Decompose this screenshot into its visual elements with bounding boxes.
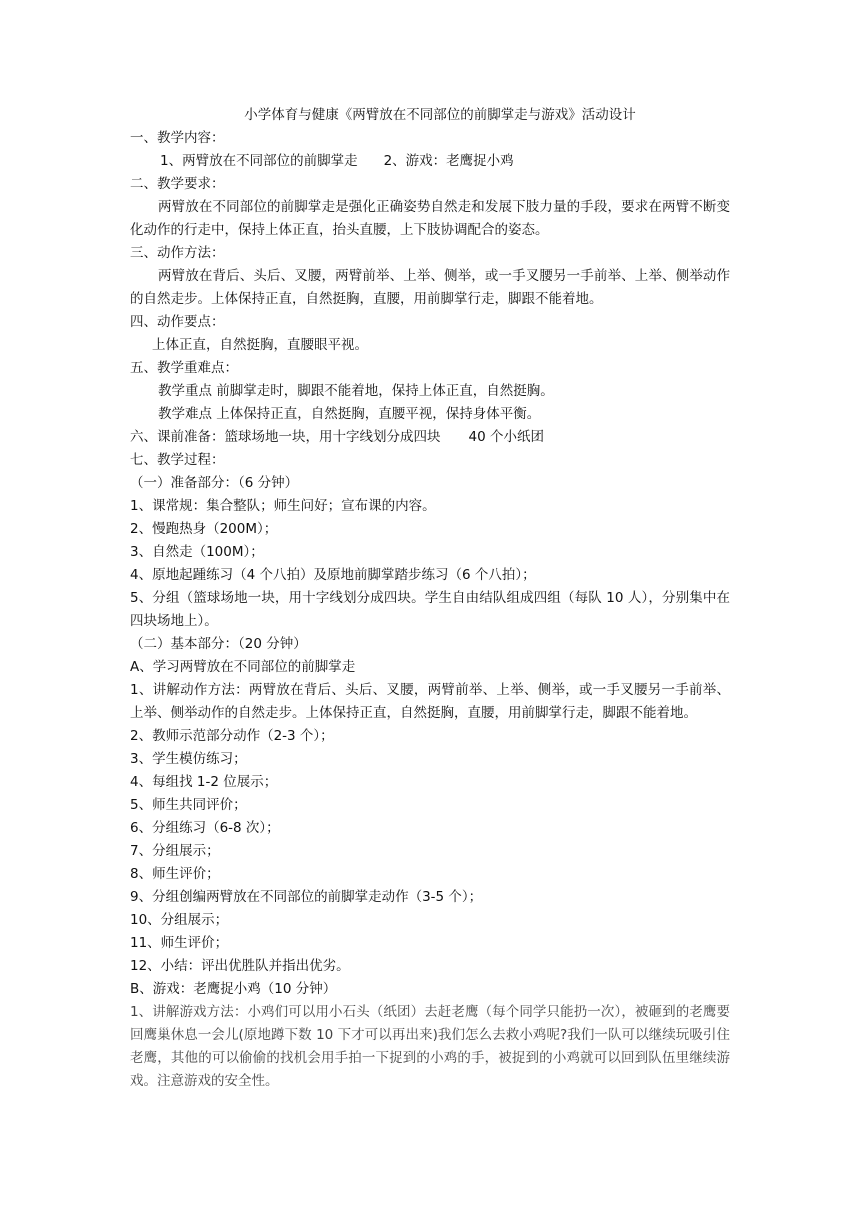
list-item: 2、教师示范部分动作（2-3 个）；: [130, 728, 334, 744]
preparation-extra: 40 个小纸团: [468, 429, 544, 445]
preparation-line: [130, 426, 730, 449]
list-item: 1、讲解动作方法：两臂放在背后、头后、叉腰，两臂前举、上举、侧举，或一手叉腰另一手前举、上举、侧举动作的自然走步。上体保持正直，自然挺胸，直腰，用前脚掌行走，脚跟不能着地。: [130, 682, 730, 721]
list-item: 11、师生评价；: [130, 935, 229, 951]
requirements-text: 两臂放在不同部位的前脚掌走是强化正确姿势自然走和发展下肢力量的手段，要求在两臂不断变化动作的行走中，保持上体正直，抬头直腰，上下肢协调配合的姿态。: [130, 199, 730, 238]
list-item: 12、小结：评出优胜队并指出优劣。: [130, 958, 350, 974]
teaching-key-point: 教学重点 前脚掌走时，脚跟不能着地，保持上体正直，自然挺胸。: [158, 383, 554, 399]
part2-heading: （二）基本部分：（20 分钟）: [130, 636, 307, 652]
list-item: 2、慢跑热身（200M）；: [130, 521, 278, 537]
part1-heading: （一）准备部分：（6 分钟）: [130, 475, 299, 491]
section-heading-focus: 五、教学重难点：: [130, 360, 238, 376]
list-item: 3、学生模仿练习；: [130, 751, 247, 767]
keypoints-text: 上体正直，自然挺胸，直腰眼平视。: [152, 337, 368, 353]
list-item: 5、分组（篮球场地一块，用十字线划分成四块。学生自由结队组成四组（每队 10 人），分别集中在四块场地上）。: [130, 590, 730, 629]
document-title: 小学体育与健康《两臂放在不同部位的前脚掌走与游戏》活动设计: [244, 107, 636, 123]
section-heading-keypoints: 四、动作要点：: [130, 314, 225, 330]
section-heading-method: 三、动作方法：: [130, 245, 225, 261]
list-item: 1、课常规：集合整队；师生问好；宣布课的内容。: [130, 498, 436, 514]
preparation-text: 六、课前准备：篮球场地一块，用十字线划分成四块: [130, 429, 441, 445]
partB-heading: B、游戏：老鹰捉小鸡（10 分钟）: [130, 981, 337, 997]
list-item: 3、自然走（100M）；: [130, 544, 264, 560]
list-item: 7、分组展示；: [130, 843, 220, 859]
list-item: 9、分组创编两臂放在不同部位的前脚掌走动作（3-5 个）；: [130, 889, 483, 905]
teaching-difficulty: 教学难点 上体保持正直，自然挺胸，直腰平视，保持身体平衡。: [158, 406, 541, 422]
section-heading-requirements: 二、教学要求：: [130, 176, 225, 192]
game-method-text: 1、讲解游戏方法：小鸡们可以用小石头（纸团）去赶老鹰（每个同学只能扔一次），被砸到的老鹰要回鹰巢休息一会儿(原地蹲下数 10 下才可以再出来)我们怎么去救小鸡呢?我们一队可以继续玩吸引住老鹰，其他的可以偷偷的找机会用手拍一下捉到的小鸡的手，被捉到的小鸡就可以回到队伍里继续游戏。注意游戏的安全性。: [130, 1004, 730, 1089]
content-item-2: 2、游戏：老鹰捉小鸡: [383, 153, 514, 169]
list-item: 10、分组展示；: [130, 912, 229, 928]
list-item: 4、原地起踵练习（4 个八拍）及原地前脚掌踏步练习（6 个八拍）；: [130, 567, 536, 583]
content-item-1: 1、两臂放在不同部位的前脚掌走: [160, 153, 358, 169]
method-text: 两臂放在背后、头后、叉腰，两臂前举、上举、侧举，或一手叉腰另一手前举、上举、侧举动作的自然走步。上体保持正直，自然挺胸，直腰，用前脚掌行走，脚跟不能着地。: [130, 268, 730, 307]
list-item: 5、师生共同评价；: [130, 797, 247, 813]
list-item: 6、分组练习（6-8 次）；: [130, 820, 280, 836]
content-items: [130, 150, 730, 173]
partA-heading: A、学习两臂放在不同部位的前脚掌走: [130, 659, 356, 675]
section-heading-content: 一、教学内容：: [130, 130, 225, 146]
list-item: 8、师生评价；: [130, 866, 220, 882]
list-item: 4、每组找 1-2 位展示；: [130, 774, 278, 790]
document-page: [130, 104, 730, 1093]
section-heading-process: 七、教学过程：: [130, 452, 225, 468]
